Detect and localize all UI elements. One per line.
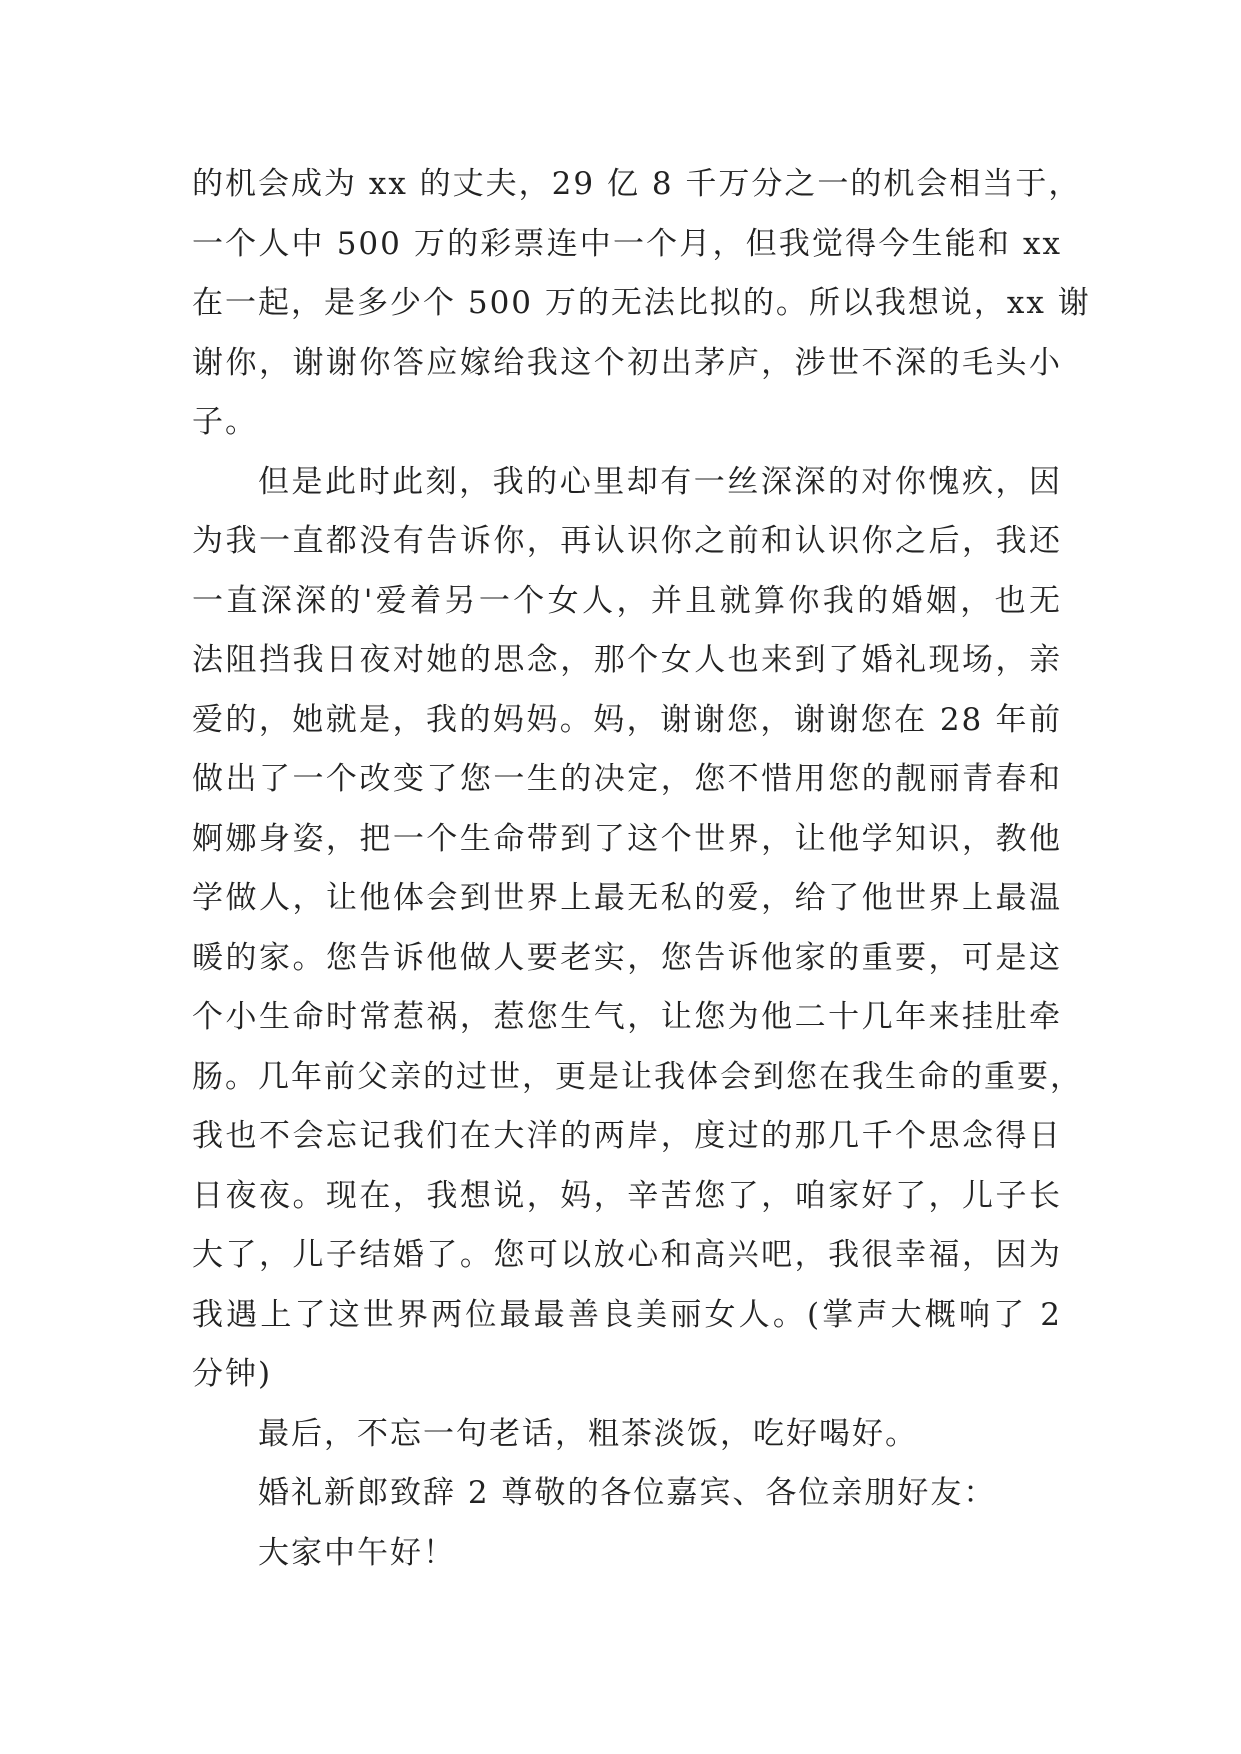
paragraph-first-line: 大家中午好！: [258, 1534, 456, 1571]
text-line: 婀娜身姿，把一个生命带到了这个世界，让他学知识，教他: [192, 820, 1062, 857]
text-line: 做出了一个改变了您一生的决定，您不惜用您的靓丽青春和: [192, 761, 1062, 797]
text-line: 的机会成为 xx 的丈夫，29 亿 8 千万分之一的机会相当于，: [192, 166, 1082, 202]
text-line: 我也不会忘记我们在大洋的两岸，度过的那几千个思念得日: [192, 1118, 1062, 1154]
text-line: 为我一直都没有告诉你，再认识你之前和认识你之后，我还: [192, 523, 1062, 559]
document-body: [192, 155, 1091, 1583]
text-line: 暖的家。您告诉他做人要老实，您告诉他家的重要，可是这: [192, 939, 1062, 976]
text-line: 在一起，是多少个 500 万的无法比拟的。所以我想说，xx 谢: [192, 285, 1091, 321]
text-line: 我遇上了这世界两位最最善良美丽女人。(掌声大概响了 2: [192, 1296, 1062, 1333]
text-line: 日夜夜。现在，我想说，妈，辛苦您了，咱家好了，儿子长: [192, 1177, 1062, 1214]
text-line: 一个人中 500 万的彩票连中一个月，但我觉得今生能和 xx: [192, 225, 1062, 262]
text-line: 爱的，她就是，我的妈妈。妈，谢谢您，谢谢您在 28 年前: [192, 701, 1062, 738]
text-line: 分钟): [192, 1356, 273, 1392]
text-line: 学做人，让他体会到世界上最无私的爱，给了他世界上最温: [192, 880, 1062, 916]
text-line: 子。: [192, 404, 258, 440]
paragraph-first-line: 婚礼新郎致辞 2 尊敬的各位嘉宾、各位亲朋好友：: [258, 1475, 997, 1511]
text-line: 肠。几年前父亲的过世，更是让我体会到您在我生命的重要，: [192, 1058, 1083, 1095]
paragraph-first-line: 最后，不忘一句老话，粗茶淡饭，吃好喝好。: [258, 1415, 918, 1452]
text-line: 一直深深的'爱着另一个女人，并且就算你我的婚姻，也无: [192, 582, 1062, 619]
text-line: 谢你，谢谢你答应嫁给我这个初出茅庐，涉世不深的毛头小: [192, 344, 1062, 381]
text-line: 大了，儿子结婚了。您可以放心和高兴吧，我很幸福，因为: [192, 1237, 1062, 1273]
paragraph-first-line: 但是此时此刻，我的心里却有一丝深深的对你愧疚，因: [258, 463, 1062, 500]
text-line: 个小生命时常惹祸，惹您生气，让您为他二十几年来挂肚牵: [192, 999, 1062, 1035]
text-line: 法阻挡我日夜对她的思念，那个女人也来到了婚礼现场，亲: [192, 642, 1062, 678]
